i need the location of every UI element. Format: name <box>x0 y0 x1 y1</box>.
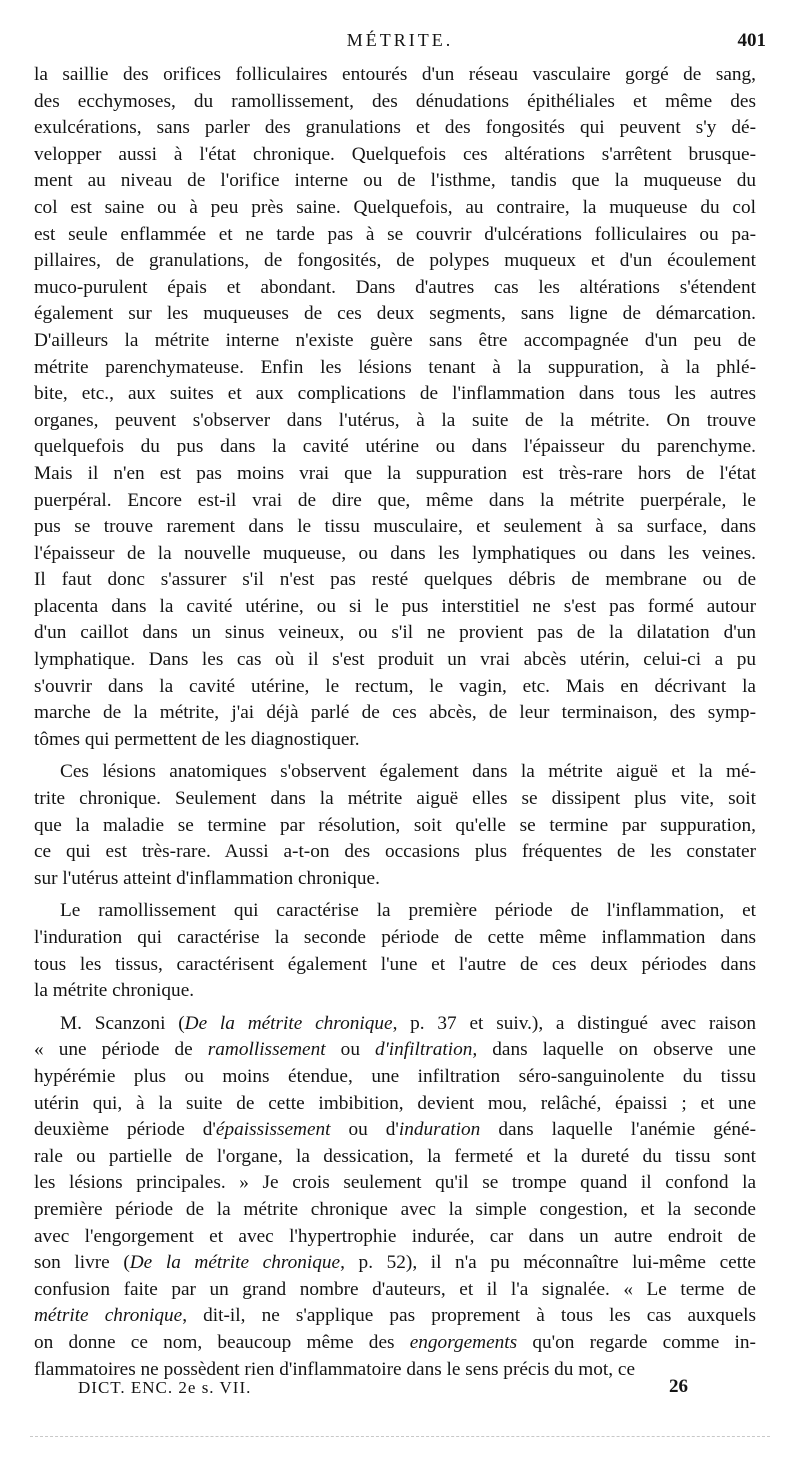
text-line <box>34 1277 756 1304</box>
text-line <box>34 759 756 786</box>
italic-run: De la métrite chronique <box>184 1012 393 1034</box>
text-line <box>34 115 756 142</box>
text-line <box>34 1197 756 1224</box>
text-line <box>34 168 756 195</box>
text-run: rale ou partielle de l'organe, la dessication, la fermeté et la dureté du tissu sont <box>34 1145 756 1167</box>
text-run: l'induration qui caractérise la seconde période de cette même inflammation dans <box>34 927 756 948</box>
text-line <box>34 488 756 515</box>
text-run: M. Scanzoni ( <box>60 1012 185 1034</box>
text-line <box>34 541 756 568</box>
text-run: avec l'engorgement et avec l'hypertrophie indurée, car dans un autre endroit de <box>34 1225 756 1247</box>
text-run: la métrite chronique. <box>34 980 195 1002</box>
text-run: hypérémie plus ou moins étendue, une infiltration séro-sanguinolente du tissu <box>34 1065 756 1087</box>
text-run: les lésions principales. » Je crois seulement qu'il se trompe quand il confond la <box>34 1172 756 1194</box>
text-line <box>34 1117 756 1144</box>
paragraph <box>34 1011 756 1383</box>
text-run: puerpéral. Encore est-il vrai de dire que, même dans la métrite puerpérale, le <box>34 489 756 511</box>
paragraph <box>34 898 756 1004</box>
text-line <box>34 1330 756 1357</box>
text-line <box>34 1037 756 1064</box>
text-line <box>34 700 756 727</box>
italic-run: induration <box>398 1119 481 1141</box>
text-run: son livre ( <box>34 1252 130 1274</box>
text-run: pillaires, de granulations, de fongosités, de polypes muqueux et d'un écoulement <box>34 250 756 272</box>
text-run: Le ramollissement qui caractérise la première période de l'inflammation, et <box>60 900 756 922</box>
text-run: tômes qui permettent de les diagnostiquer. <box>34 728 360 750</box>
text-line <box>34 89 756 116</box>
text-run: organes, peuvent s'observer dans l'utérus, à la suite de la métrite. On trouve <box>34 409 756 431</box>
text-run: que la maladie se termine par résolution, soit qu'elle se termine par suppuration, <box>34 814 756 836</box>
text-run: ou <box>325 1039 376 1061</box>
text-run: tous les tissus, caractérisent également l'une et l'autre de ces deux périodes dans <box>34 953 756 975</box>
text-run: D'ailleurs la métrite interne n'existe guère sans être accompagnée d'un peu de <box>34 329 756 351</box>
text-line <box>34 1224 756 1251</box>
text-line <box>34 62 756 89</box>
text-line <box>34 1250 756 1277</box>
italic-run: ramollissement <box>207 1039 326 1061</box>
text-line <box>34 434 756 461</box>
text-run: exulcérations, sans parler des granulations et des fongosités qui peuvent s'y dé- <box>34 117 756 139</box>
text-run: dans laquelle on observe une <box>477 1039 756 1061</box>
text-line <box>34 978 756 1005</box>
text-run: utérin qui, à la suite de cette imbibition, devient mou, relâché, épaissi ; et une <box>34 1092 756 1114</box>
text-run: l'épaisseur de la nouvelle muqueuse, ou dans les lymphatiques ou dans les veines. <box>34 542 756 564</box>
body-text <box>34 62 756 1383</box>
italic-run: De la métrite chronique <box>129 1252 341 1274</box>
text-line <box>34 514 756 541</box>
text-run: deuxième période d' <box>34 1119 216 1141</box>
text-run: , p. 37 et suiv.), a distingué avec raison <box>392 1012 756 1034</box>
text-line <box>34 142 756 169</box>
italic-run: épaississement <box>215 1119 331 1141</box>
text-run: muco-purulent épais et abondant. Dans d'autres cas les altérations s'étendent <box>34 276 756 298</box>
italic-run: d'infiltration, <box>375 1039 478 1061</box>
text-run: « une période de <box>34 1039 208 1061</box>
text-line <box>34 727 756 754</box>
text-run: , dit-il, ne s'applique pas proprement à tous les cas auxquels <box>182 1305 756 1327</box>
text-run: on donne ce nom, beaucoup même des <box>34 1331 410 1353</box>
paragraph <box>34 759 756 892</box>
text-line <box>34 328 756 355</box>
text-run: velopper aussi à l'état chronique. Quelquefois ces altérations s'arrêtent brusque- <box>34 143 756 165</box>
page-number: 401 <box>737 30 766 51</box>
text-run: marche de la métrite, j'ai déjà parlé de ces abcès, de leur terminaison, des symp- <box>34 702 756 724</box>
text-run: lymphatique. Dans les cas où il s'est produit un vrai abcès utérin, celui-ci a pu <box>34 649 756 671</box>
text-line <box>34 1170 756 1197</box>
text-run: pus se trouve rarement dans le tissu musculaire, et seulement à sa surface, dans <box>34 516 756 538</box>
running-title: MÉTRITE. <box>346 30 454 50</box>
text-line <box>34 1064 756 1091</box>
text-run: Mais il n'en est pas moins vrai que la suppuration est très-rare hors de l'état <box>34 462 756 484</box>
text-line <box>34 674 756 701</box>
text-line <box>34 275 756 302</box>
text-run: s'ouvrir dans la cavité utérine, le rectum, le vagin, etc. Mais en décrivant la <box>34 675 756 697</box>
text-line <box>34 567 756 594</box>
text-line <box>34 222 756 249</box>
text-run: confusion faite par un grand nombre d'auteurs, et il l'a signalée. « Le terme de <box>34 1278 756 1300</box>
text-run: ce qui est très-rare. Aussi a-t-on des occasions plus fréquentes de les constater <box>34 841 756 863</box>
text-run: qu'on regarde comme in- <box>517 1331 756 1353</box>
sheet-number: 26 <box>669 1376 688 1397</box>
paragraph <box>34 62 756 753</box>
text-line <box>34 647 756 674</box>
text-run: Il faut donc s'assurer s'il n'est pas resté quelques débris de membrane ou de <box>34 569 756 591</box>
text-run: col est saine ou à peu près saine. Quelquefois, au contraire, la muqueuse du col <box>34 196 756 218</box>
text-line <box>34 952 756 979</box>
text-line <box>34 1303 756 1330</box>
text-run: dans laquelle l'anémie géné- <box>480 1119 757 1141</box>
text-run: ment au niveau de l'orifice interne ou de l'isthme, tandis que la muqueuse du <box>34 170 756 192</box>
text-line <box>34 839 756 866</box>
text-line <box>34 301 756 328</box>
text-line <box>34 594 756 621</box>
text-line <box>34 1011 756 1038</box>
text-line <box>34 381 756 408</box>
text-run: bite, etc., aux suites et aux complications de l'inflammation dans tous les autres <box>34 383 756 405</box>
text-line <box>34 408 756 435</box>
italic-run: métrite chronique <box>34 1305 183 1327</box>
printer-signature: DICT. ENC. 2e s. VII. <box>78 1378 252 1397</box>
text-run: , p. 52), il n'a pu méconnaître lui-même cette <box>340 1252 756 1274</box>
text-line <box>34 1091 756 1118</box>
text-line <box>34 898 756 925</box>
text-run: placenta dans la cavité utérine, ou si le pus interstitiel ne s'est pas formé autour <box>34 595 756 617</box>
text-line <box>34 461 756 488</box>
text-run: sur l'utérus atteint d'inflammation chronique. <box>34 867 380 889</box>
page-header <box>34 26 766 56</box>
text-line <box>34 355 756 382</box>
text-run: Ces lésions anatomiques s'observent également dans la métrite aiguë et la mé- <box>60 761 756 783</box>
text-line <box>34 925 756 952</box>
text-run: trite chronique. Seulement dans la métrite aiguë elles se dissipent plus vite, soit <box>34 788 756 810</box>
text-line <box>34 786 756 813</box>
text-run: flammatoires ne possèdent rien d'inflammatoire dans le sens précis du mot, ce <box>34 1358 636 1380</box>
text-run: première période de la métrite chronique avec la simple congestion, et la seconde <box>34 1198 756 1220</box>
text-line <box>34 248 756 275</box>
text-line <box>34 620 756 647</box>
text-run: la saillie des orifices folliculaires entourés d'un réseau vasculaire gorgé de sang, <box>34 64 756 85</box>
text-run: ou d' <box>330 1119 399 1141</box>
italic-run: engorgements <box>409 1331 518 1353</box>
page-footer <box>78 1376 688 1402</box>
text-line <box>34 195 756 222</box>
text-run: métrite parenchymateuse. Enfin les lésions tenant à la suppuration, à la phlé- <box>34 356 756 378</box>
text-run: des ecchymoses, du ramollissement, des dénudations épithéliales et même des <box>34 90 756 112</box>
text-run: quelquefois du pus dans la cavité utérine ou dans l'épaisseur du parenchyme. <box>34 436 756 458</box>
text-line <box>34 813 756 840</box>
text-line <box>34 866 756 893</box>
bottom-rule <box>30 1436 770 1437</box>
text-run: est seule enflammée et ne tarde pas à se couvrir d'ulcérations folliculaires ou pa- <box>34 223 756 245</box>
text-run: d'un caillot dans un sinus veineux, ou s'il ne provient pas de la dilatation d'un <box>34 622 756 644</box>
text-line <box>34 1144 756 1171</box>
text-run: également sur les muqueuses de ces deux segments, sans ligne de démarcation. <box>34 303 756 325</box>
